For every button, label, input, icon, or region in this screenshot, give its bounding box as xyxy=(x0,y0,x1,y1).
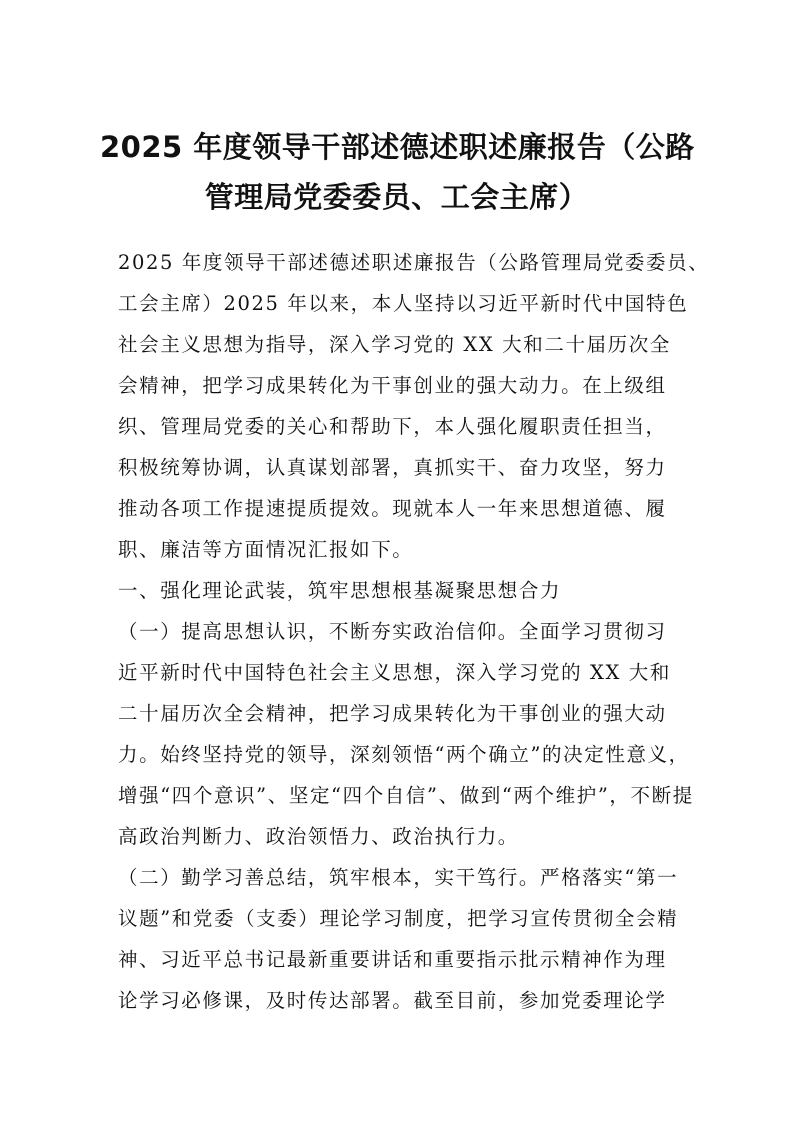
body-line: 增强“四个意识”、坚定“四个自信”、做到“两个维护”，不断提 xyxy=(118,784,694,807)
body-line: 2025 年度领导干部述德述职述廉报告（公路管理局党委委员、 xyxy=(118,251,710,274)
body-line: 力。始终坚持党的领导，深刻领悟“两个确立”的决定性意义， xyxy=(118,743,690,766)
body-line: 论学习必修课，及时传达部署。截至目前，参加党委理论学 xyxy=(118,989,667,1012)
title-line-2: 管理局党委委员、工会主席） xyxy=(204,180,589,214)
body-line: 二十届历次全会精神，把学习成果转化为干事创业的强大动 xyxy=(118,702,667,725)
body-line: （一）提高思想认识，不断夯实政治信仰。全面学习贯彻习 xyxy=(118,620,667,643)
document-body xyxy=(118,242,710,1021)
body-line: 社会主义思想为指导，深入学习党的 XX 大和二十届历次全 xyxy=(118,333,671,356)
section-heading: 一、强化理论武装，筑牢思想根基凝聚思想合力 xyxy=(118,579,562,602)
body-line: 推动各项工作提速提质提效。现就本人一年来思想道德、履 xyxy=(118,497,667,520)
body-line: 近平新时代中国特色社会主义思想，深入学习党的 XX 大和 xyxy=(118,661,671,684)
body-line: 神、习近平总书记最新重要讲话和重要指示批示精神作为理 xyxy=(118,948,667,971)
body-line: 高政治判断力、政治领悟力、政治执行力。 xyxy=(118,825,519,848)
title-line-1: 2025 年度领导干部述德述职述廉报告（公路 xyxy=(100,130,695,164)
body-line: 职、廉洁等方面情况汇报如下。 xyxy=(118,538,414,561)
body-line: 织、管理局党委的关心和帮助下，本人强化履职责任担当， xyxy=(118,415,667,438)
body-line: 会精神，把学习成果转化为干事创业的强大动力。在上级组 xyxy=(118,374,667,397)
document-title xyxy=(100,122,693,222)
body-line: 工会主席）2025 年以来，本人坚持以习近平新时代中国特色 xyxy=(118,292,689,315)
body-line: 积极统筹协调，认真谋划部署，真抓实干、奋力攻坚，努力 xyxy=(118,456,667,479)
body-line: （二）勤学习善总结，筑牢根本，实干笃行。严格落实“第一 xyxy=(118,866,679,889)
body-line: 议题”和党委（支委）理论学习制度，把学习宣传贯彻全会精 xyxy=(118,907,679,930)
